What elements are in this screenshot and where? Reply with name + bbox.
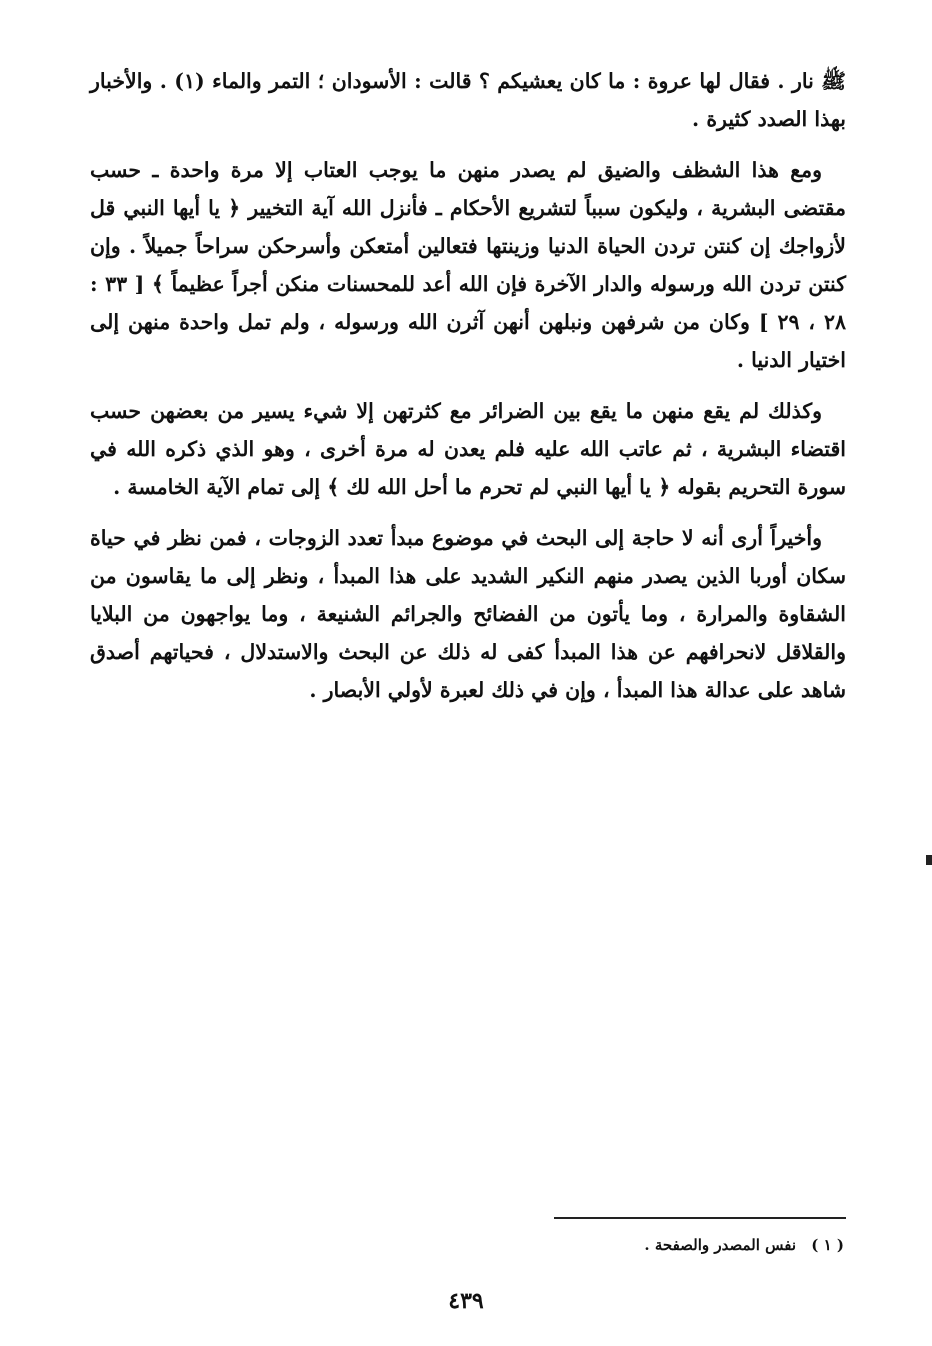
main-text-body xyxy=(90,62,846,722)
footnote-divider xyxy=(554,1217,846,1219)
paragraph-3: وكذلك لم يقع منهن ما يقع بين الضرائر مع كثرتهن إلا شيء يسير من بعضهن حسب اقتضاء البشرية ، ثم عاتب الله عليه فلم يعدن له مرة أخرى ، وهو الذي ذكره الله في سورة التحريم بقوله ﴿ يا أيها النبي لم تحرم ما أحل الله لك ﴾ إلى تمام الآية الخامسة . xyxy=(90,399,846,499)
footnote xyxy=(644,1233,844,1257)
page-number: ٤٣٩ xyxy=(448,1288,484,1314)
paragraph-4: وأخيراً أرى أنه لا حاجة إلى البحث في موضوع مبدأ تعدد الزوجات ، فمن نظر في حياة سكان أوربا الذين يصدر منهم النكير الشديد على هذا المبدأ ، ونظر إلى ما يقاسون من الشقاوة والمرارة ، وما يأتون من الفضائح والجرائم الشنيعة ، وما يواجهون من البلايا والقلاقل لانحرافهم عن هذا المبدأ كفى له ذلك عن البحث والاستدلال ، فحياتهم أصدق شاهد على عدالة هذا المبدأ ، وإن في ذلك لعبرة لأولي الأبصار . xyxy=(90,526,846,702)
paragraph-1: ﷺ نار . فقال لها عروة : ما كان يعشيكم ؟ قالت : الأسودان ؛ التمر والماء (١) . والأخبار بهذا الصدد كثيرة . xyxy=(90,69,847,131)
paragraph-2: ومع هذا الشظف والضيق لم يصدر منهن ما يوجب العتاب إلا مرة واحدة ـ حسب مقتضى البشرية ، وليكون سبباً لتشريع الأحكام ـ فأنزل الله آية التخيير ﴿ يا أيها النبي قل لأزواجك إن كنتن تردن الحياة الدنيا وزينتها فتعالين أمتعكن وأسرحكن سراحاً جميلاً . وإن كنتن تردن الله ورسوله والدار الآخرة فإن الله أعد للمحسنات منكن أجراً عظيماً ﴾ [ ٣٣ : ٢٨ ، ٢٩ ] وكان من شرفهن ونبلهن أنهن آثرن الله ورسوله ، ولم تمل واحدة منهن إلى اختيار الدنيا . xyxy=(90,158,846,372)
scan-artifact xyxy=(926,855,932,865)
footnote-text: نفس المصدر والصفحة . xyxy=(644,1236,797,1254)
footnote-marker: ( ١ ) xyxy=(811,1236,844,1254)
